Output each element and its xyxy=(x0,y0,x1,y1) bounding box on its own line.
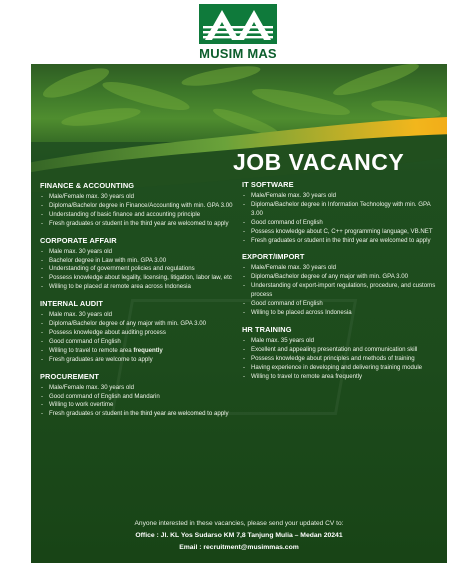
section-export-import xyxy=(242,252,442,317)
requirement-item: - Diploma/Bachelor degree in Finance/Accounting with min. GPA 3.00 xyxy=(40,202,236,211)
requirement-item: - Fresh graduates are welcome to apply xyxy=(40,356,236,365)
job-vacancy-poster xyxy=(31,64,447,563)
requirement-item: - Good command of English and Mandarin xyxy=(40,393,236,402)
requirement-item: - Understanding of export-import regulations, procedure, and customs process xyxy=(242,282,442,300)
section-title: CORPORATE AFFAIR xyxy=(40,235,117,245)
contact-footer xyxy=(31,520,447,551)
musim-mas-logo-icon xyxy=(199,4,277,44)
requirement-item: - Possess knowledge about principles and methods of training xyxy=(242,355,442,364)
section-procurement xyxy=(40,372,236,420)
requirement-item: - Male/Female max. 30 years old xyxy=(40,384,236,393)
requirement-item: - Possess knowledge about C, C++ programming language, VB.NET xyxy=(242,228,442,237)
requirement-item: - Excellent and appealing presentation and communication skill xyxy=(242,346,442,355)
office-address: Office : Jl. KL Yos Sudarso KM 7,8 Tanjung Mulia – Medan 20241 xyxy=(135,532,343,539)
requirement-item: - Male/Female max. 30 years old xyxy=(40,193,236,202)
requirement-item: - Understanding of basic finance and accounting principle xyxy=(40,211,236,220)
requirement-item: - Willing to be placed at remote area across Indonesia xyxy=(40,283,236,292)
section-internal-audit xyxy=(40,299,236,364)
requirement-item: - Understanding of government policies and regulations xyxy=(40,265,236,274)
company-logo xyxy=(196,4,280,62)
requirement-item: - Male max. 30 years old xyxy=(40,248,236,257)
section-it-software xyxy=(242,180,442,245)
poster-title: JOB VACANCY xyxy=(233,149,405,175)
section-corporate-affair xyxy=(40,236,236,293)
requirement-item: - Good command of English xyxy=(242,300,442,309)
requirement-item: - Diploma/Bachelor degree in Information Technology with min. GPA 3.00 xyxy=(242,201,442,219)
section-title: PROCUREMENT xyxy=(40,371,99,381)
section-hr-training xyxy=(242,325,442,382)
requirement-item: - Male/Female max. 30 years old xyxy=(242,264,442,273)
section-title: INTERNAL AUDIT xyxy=(40,299,103,309)
requirement-item: - Bachelor degree in Law with min. GPA 3.00 xyxy=(40,257,236,266)
requirement-item: - Having experience in developing and delivering training module xyxy=(242,364,442,373)
left-column xyxy=(40,181,236,426)
requirement-item: - Good command of English xyxy=(40,338,236,347)
requirement-item: - Fresh graduates or student in the third year are welcomed to apply xyxy=(40,220,236,229)
requirement-item: - Male max. 35 years old xyxy=(242,337,442,346)
logo-text: MUSIM MAS xyxy=(199,46,277,61)
requirement-item: - Male max. 30 years old xyxy=(40,311,236,320)
section-title: IT SOFTWARE xyxy=(242,180,294,189)
requirement-item: - Possess knowledge about legality, licensing, litigation, labor law, etc xyxy=(40,274,236,283)
requirement-item: - Diploma/Bachelor degree of any major with min. GPA 3.00 xyxy=(242,273,442,282)
requirement-item: - Willing to work overtime xyxy=(40,401,236,410)
section-finance-accounting xyxy=(40,181,236,229)
requirement-item: - Possess knowledge about auditing process xyxy=(40,329,236,338)
section-title: EXPORT/IMPORT xyxy=(242,252,305,262)
contact-email: Email : recruitment@musimmas.com xyxy=(179,544,299,551)
requirement-item: - Willing to travel to remote area frequently xyxy=(242,373,442,382)
requirement-item: - Fresh graduates or student in the third year are welcomed to apply xyxy=(242,237,442,246)
requirement-item: - Diploma/Bachelor degree of any major with min. GPA 3.00 xyxy=(40,320,236,329)
right-column xyxy=(242,180,442,388)
requirement-item: - Good command of English xyxy=(242,219,442,228)
section-title: HR TRAINING xyxy=(242,324,292,334)
requirement-item: - Willing to travel to remote area frequently xyxy=(40,347,236,356)
requirement-item: - Fresh graduates or student in the third year are welcomed to apply xyxy=(40,410,236,419)
section-title: FINANCE & ACCOUNTING xyxy=(40,181,135,190)
requirement-item: - Male/Female max. 30 years old xyxy=(242,192,442,201)
requirement-item: - Willing to be placed across Indonesia xyxy=(242,309,442,318)
footer-instruction: Anyone interested in these vacancies, please send your updated CV to: xyxy=(134,520,344,527)
